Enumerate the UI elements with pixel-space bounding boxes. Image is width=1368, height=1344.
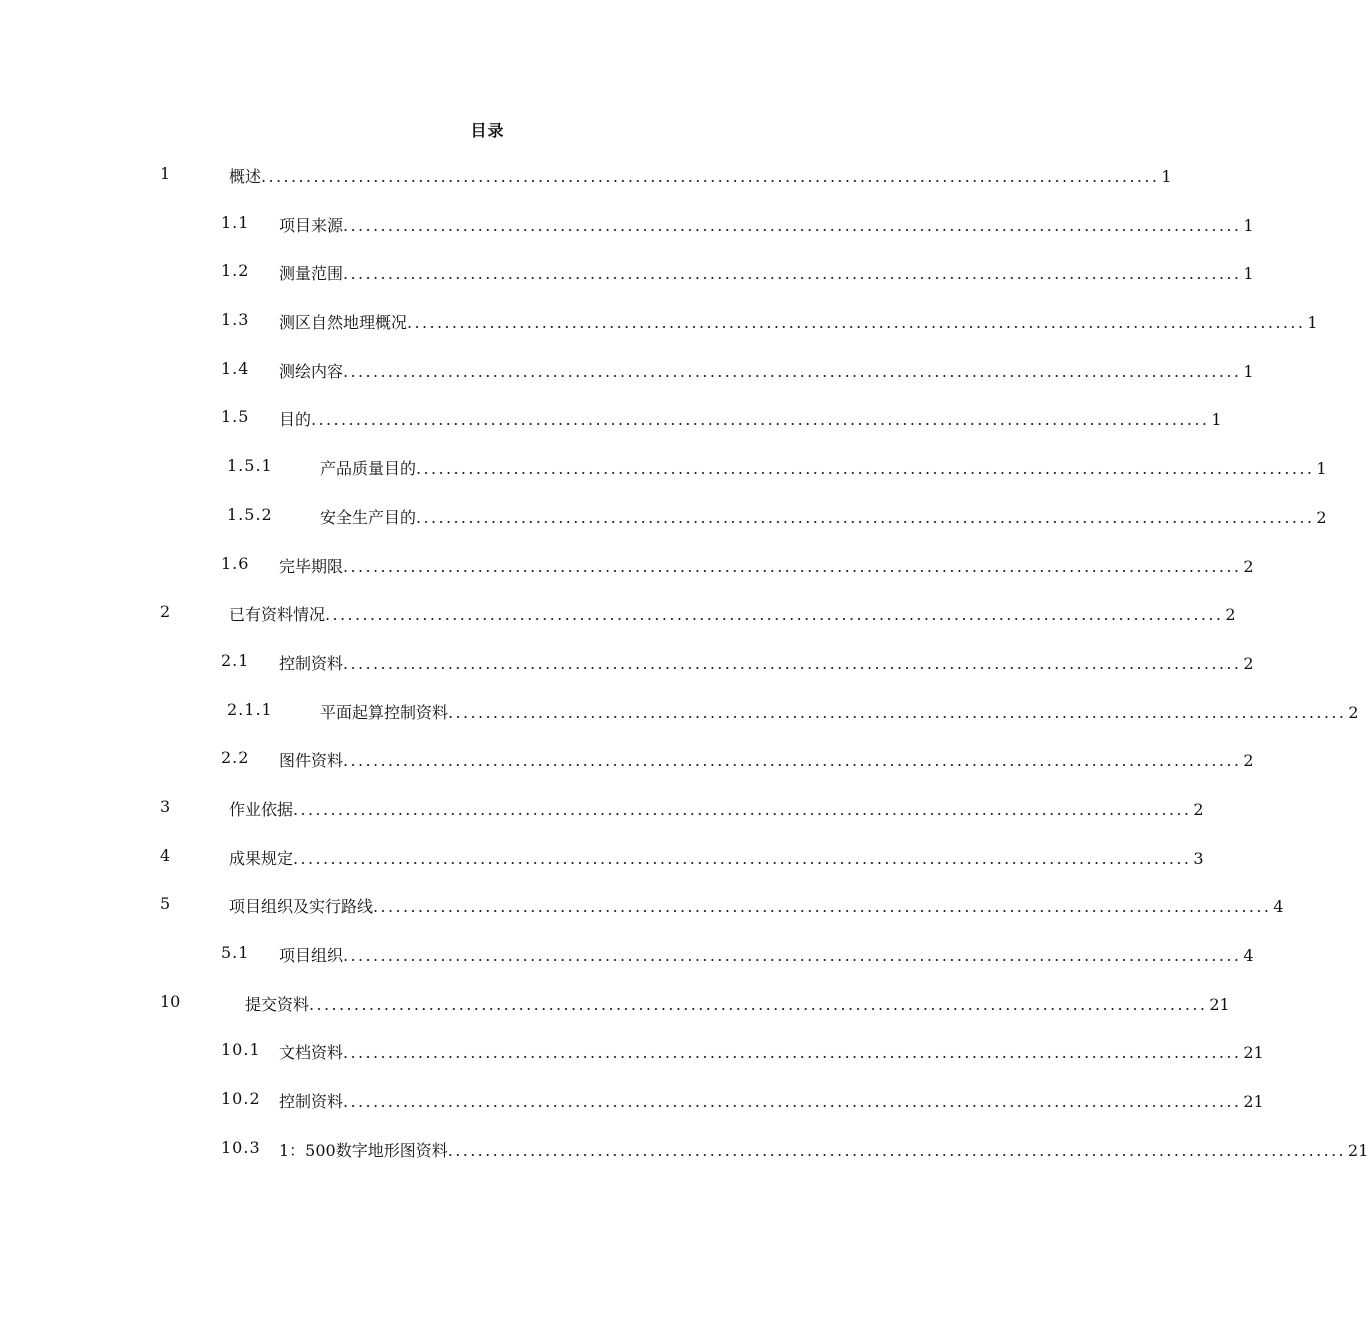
toc-entry-label[interactable]: 项目组织 (279, 946, 344, 965)
toc-entry[interactable] (0, 1081, 1264, 1130)
toc-entry-number: 1.3 (221, 310, 250, 330)
toc-entry-page-number: 2 (1243, 556, 1254, 576)
toc-entry-number: 1.1 (221, 212, 250, 232)
toc-entry-page-number: 2 (1348, 702, 1359, 722)
toc-entry-page-number: 1 (1161, 167, 1172, 186)
toc-entry-leader-line (279, 1040, 1264, 1063)
toc-entry-page-number: 1 (1211, 410, 1222, 430)
toc-entry-label[interactable]: 作业依据 (229, 799, 294, 819)
dot-leader: ........................................................................................................................ (407, 313, 1306, 333)
toc-entry-page-number: 1 (1307, 313, 1318, 333)
toc-entry-leader-line (279, 554, 1254, 577)
dot-leader: ........................................................................................................................ (448, 702, 1347, 722)
toc-entry-number: 1.6 (221, 553, 250, 573)
dot-leader: ........................................................................................................................ (343, 946, 1242, 965)
toc-entry[interactable] (0, 351, 1254, 400)
toc-entry-leader-line (229, 797, 1204, 820)
toc-entry[interactable] (0, 789, 1204, 838)
toc-entry-label[interactable]: 安全生产目的 (320, 507, 417, 527)
toc-entry[interactable] (0, 886, 1284, 935)
toc-entry-leader-line (279, 1089, 1264, 1112)
toc-entry-label[interactable]: 概述 (229, 167, 262, 186)
toc-entry-page-number: 1 (1316, 459, 1327, 479)
toc-entry[interactable] (0, 156, 1172, 205)
toc-entry-number: 2.2 (221, 748, 250, 768)
toc-entry-label[interactable]: 成果规定 (229, 848, 294, 868)
toc-entry-number: 5 (160, 894, 171, 914)
toc-list (0, 156, 1368, 1178)
toc-entry-page-number: 21 (1243, 1092, 1264, 1112)
toc-entry-page-number: 21 (1243, 1043, 1264, 1063)
toc-entry-number: 5.1 (221, 943, 250, 962)
toc-entry-label[interactable]: 测量范围 (279, 264, 344, 284)
toc-title: 目录 (470, 121, 505, 140)
toc-entry-number: 3 (160, 796, 171, 816)
toc-entry-label[interactable]: 产品质量目的 (320, 459, 417, 479)
toc-entry-leader-line (279, 651, 1254, 674)
toc-entry[interactable] (0, 935, 1254, 984)
toc-entry-leader-line (320, 505, 1327, 528)
toc-entry[interactable] (0, 740, 1254, 789)
toc-entry-label[interactable]: 目的 (279, 410, 312, 430)
toc-entry-page-number: 2 (1316, 507, 1327, 527)
dot-leader: ........................................................................................................................ (343, 653, 1242, 673)
toc-entry-leader-line (279, 359, 1254, 382)
toc-entry-leader-line (279, 310, 1318, 333)
toc-entry-label[interactable]: 控制资料 (279, 653, 344, 673)
dot-leader: ........................................................................................................................ (343, 1092, 1242, 1112)
toc-entry-number: 1.4 (221, 358, 250, 378)
toc-entry-leader-line (229, 602, 1236, 625)
toc-entry-number: 1.5.2 (227, 504, 273, 524)
toc-entry-number: 10.2 (221, 1089, 261, 1109)
dot-leader: ........................................................................................................................ (293, 848, 1192, 868)
dot-leader: ........................................................................................................................ (343, 264, 1242, 284)
toc-entry-label[interactable]: 已有资料情况 (229, 605, 326, 625)
toc-entry-leader-line (279, 748, 1254, 771)
toc-entry[interactable] (0, 205, 1254, 254)
toc-entry-leader-line (320, 456, 1327, 479)
toc-entry[interactable] (0, 448, 1327, 497)
dot-leader: ........................................................................................................................ (343, 361, 1242, 381)
toc-entry-number: 2 (160, 602, 171, 622)
toc-entry-number: 1 (160, 164, 171, 183)
toc-entry[interactable] (0, 546, 1254, 595)
toc-entry[interactable] (0, 594, 1236, 643)
toc-entry-page-number: 2 (1193, 799, 1204, 819)
toc-entry-label[interactable]: 平面起算控制资料 (320, 702, 449, 722)
toc-entry-number: 10.1 (221, 1040, 261, 1060)
toc-entry-leader-line (229, 894, 1284, 917)
toc-entry-number: 10.3 (221, 1137, 261, 1157)
toc-entry-leader-line (279, 1138, 1368, 1161)
toc-entry[interactable] (0, 692, 1359, 741)
dot-leader: ........................................................................................................................ (343, 215, 1242, 235)
dot-leader: ........................................................................................................................ (343, 556, 1242, 576)
toc-entry-page-number: 2 (1243, 751, 1254, 771)
toc-entry-leader-line (245, 992, 1230, 1015)
toc-entry[interactable] (0, 399, 1222, 448)
toc-entry-label[interactable]: 项目组织及实行路线 (229, 897, 374, 917)
toc-entry-page-number: 4 (1243, 946, 1254, 965)
toc-entry-page-number: 2 (1243, 653, 1254, 673)
dot-leader: ........................................................................................................................ (311, 410, 1210, 430)
dot-leader: ........................................................................................................................ (293, 799, 1192, 819)
dot-leader: ........................................................................................................................ (309, 994, 1208, 1014)
toc-entry-number: 1.5.1 (227, 456, 273, 476)
toc-entry-leader-line (279, 943, 1254, 966)
toc-entry-number: 2.1 (221, 650, 250, 670)
toc-entry-page-number: 21 (1348, 1140, 1368, 1160)
toc-entry-label[interactable]: 1：500数字地形图资料 (279, 1140, 448, 1160)
toc-entry-number: 4 (160, 845, 171, 865)
dot-leader: ........................................................................................................................ (261, 167, 1160, 186)
dot-leader: ........................................................................................................................ (373, 897, 1272, 917)
toc-entry-leader-line (320, 700, 1359, 723)
toc-entry[interactable] (0, 643, 1254, 692)
toc-entry[interactable] (0, 302, 1318, 351)
toc-entry-label[interactable]: 文档资料 (279, 1043, 344, 1063)
toc-entry-label[interactable]: 测区自然地理概况 (279, 313, 408, 333)
toc-entry-label[interactable]: 项目来源 (279, 215, 344, 235)
toc-entry[interactable] (0, 838, 1204, 887)
toc-entry-page-number: 2 (1225, 605, 1236, 625)
toc-entry-label[interactable]: 控制资料 (279, 1092, 344, 1112)
toc-entry-number: 1.5 (221, 407, 250, 427)
toc-entry-page-number: 1 (1243, 361, 1254, 381)
toc-entry[interactable] (0, 984, 1230, 1033)
toc-entry-number: 1.2 (221, 261, 250, 281)
dot-leader: ........................................................................................................................ (343, 751, 1242, 771)
toc-entry[interactable] (0, 1130, 1368, 1179)
toc-entry-page-number: 4 (1273, 897, 1284, 917)
toc-entry-leader-line (229, 846, 1204, 869)
toc-entry-label[interactable]: 提交资料 (245, 994, 310, 1014)
toc-entry[interactable] (0, 497, 1327, 546)
toc-entry[interactable] (0, 253, 1254, 302)
dot-leader: ........................................................................................................................ (343, 1043, 1242, 1063)
toc-entry-leader-line (279, 213, 1254, 236)
toc-entry-page-number: 21 (1209, 994, 1230, 1014)
toc-entry-page-number: 1 (1243, 215, 1254, 235)
toc-entry-label[interactable]: 测绘内容 (279, 361, 344, 381)
toc-entry-leader-line (279, 407, 1222, 430)
toc-entry-page-number: 3 (1193, 848, 1204, 868)
dot-leader: ........................................................................................................................ (416, 507, 1315, 527)
toc-entry-number: 2.1.1 (227, 699, 273, 719)
toc-entry-label[interactable]: 完毕期限 (279, 556, 344, 576)
toc-entry[interactable] (0, 1032, 1264, 1081)
dot-leader: ........................................................................................................................ (416, 459, 1315, 479)
dot-leader: ........................................................................................................................ (325, 605, 1224, 625)
toc-entry-leader-line (279, 261, 1254, 284)
toc-entry-label[interactable]: 图件资料 (279, 751, 344, 771)
toc-entry-page-number: 1 (1243, 264, 1254, 284)
dot-leader: ........................................................................................................................ (447, 1140, 1347, 1160)
toc-entry-number: 10 (160, 991, 181, 1011)
toc-entry-leader-line (229, 164, 1172, 187)
